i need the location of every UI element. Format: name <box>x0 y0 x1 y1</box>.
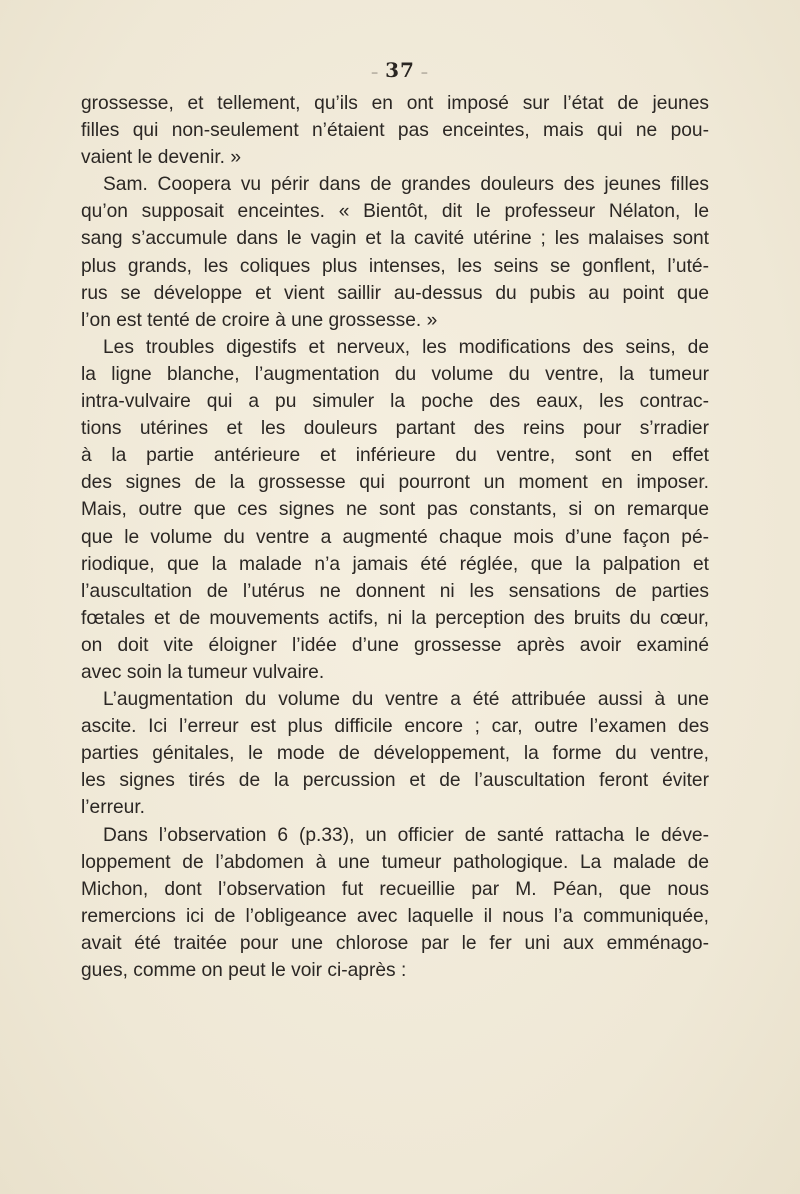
page-number-dash-left: – <box>371 65 380 81</box>
text-line: sang s’accumule dans le vagin et la cavité utérine ; les malaises sont <box>81 228 709 250</box>
text-line: Sam. Coopera vu périr dans de grandes douleurs des jeunes filles <box>103 174 709 196</box>
text-line: tions utérines et les douleurs partant des reins pour s’rradier <box>81 418 709 440</box>
text-line: les signes tirés de la percussion et de l’auscultation feront éviter <box>81 770 709 792</box>
body-text <box>81 90 709 984</box>
text-line: remercions ici de l’obligeance avec laquelle il nous l’a communiquée, <box>81 905 709 927</box>
page-number-value: 37 <box>385 58 415 82</box>
page-number <box>0 58 800 82</box>
page-number-dash-right: – <box>420 65 429 81</box>
text-line: parties génitales, le mode de développement, la forme du ventre, <box>81 743 709 765</box>
text-line: on doit vite éloigner l’idée d’une grossesse après avoir examiné <box>81 634 709 656</box>
text-line: Mais, outre que ces signes ne sont pas constants, si on remarque <box>81 499 709 521</box>
text-line: l’auscultation de l’utérus ne donnent ni les sensations de parties <box>81 580 709 602</box>
text-line: des signes de la grossesse qui pourront un moment en imposer. <box>81 472 709 494</box>
text-line: intra-vulvaire qui a pu simuler la poche des eaux, les contrac- <box>81 391 709 413</box>
text-line: Dans l’observation 6 (p.33), un officier de santé rattacha le déve- <box>103 824 709 846</box>
text-line: vaient le devenir. » <box>81 147 242 169</box>
text-line: fœtales et de mouvements actifs, ni la perception des bruits du cœur, <box>81 607 709 629</box>
text-line: L’augmentation du volume du ventre a été attribuée aussi à une <box>103 689 709 711</box>
text-line: gues, comme on peut le voir ci-après : <box>81 960 407 981</box>
text-line: rus se développe et vient saillir au-dessus du pubis au point que <box>81 282 709 304</box>
text-line: loppement de l’abdomen à une tumeur pathologique. La malade de <box>81 851 709 873</box>
text-line: Michon, dont l’observation fut recueillie par M. Péan, que nous <box>81 878 709 900</box>
text-line: la ligne blanche, l’augmentation du volume du ventre, la tumeur <box>81 363 709 385</box>
text-line: riodique, que la malade n’a jamais été réglée, que la palpation et <box>81 553 709 575</box>
text-line: filles qui non-seulement n’étaient pas enceintes, mais qui ne pou- <box>81 120 709 142</box>
text-line: avec soin la tumeur vulvaire. <box>81 661 325 683</box>
text-line: l’erreur. <box>81 797 145 819</box>
text-line: ascite. Ici l’erreur est plus difficile encore ; car, outre l’examen des <box>81 716 709 738</box>
text-line: l’on est tenté de croire à une grossesse. » <box>81 309 438 331</box>
text-line: qu’on supposait enceintes. « Bientôt, dit le professeur Nélaton, le <box>81 201 709 223</box>
text-line: Les troubles digestifs et nerveux, les modifications des seins, de <box>103 336 709 358</box>
text-line: à la partie antérieure et inférieure du ventre, sont en effet <box>81 445 709 467</box>
text-line: grossesse, et tellement, qu’ils en ont imposé sur l’état de jeunes <box>81 93 709 114</box>
text-line: avait été traitée pour une chlorose par le fer uni aux emménago- <box>81 932 709 954</box>
text-line: plus grands, les coliques plus intenses, les seins se gonflent, l’uté- <box>81 255 709 277</box>
text-line: que le volume du ventre a augmenté chaque mois d’une façon pé- <box>81 526 709 548</box>
